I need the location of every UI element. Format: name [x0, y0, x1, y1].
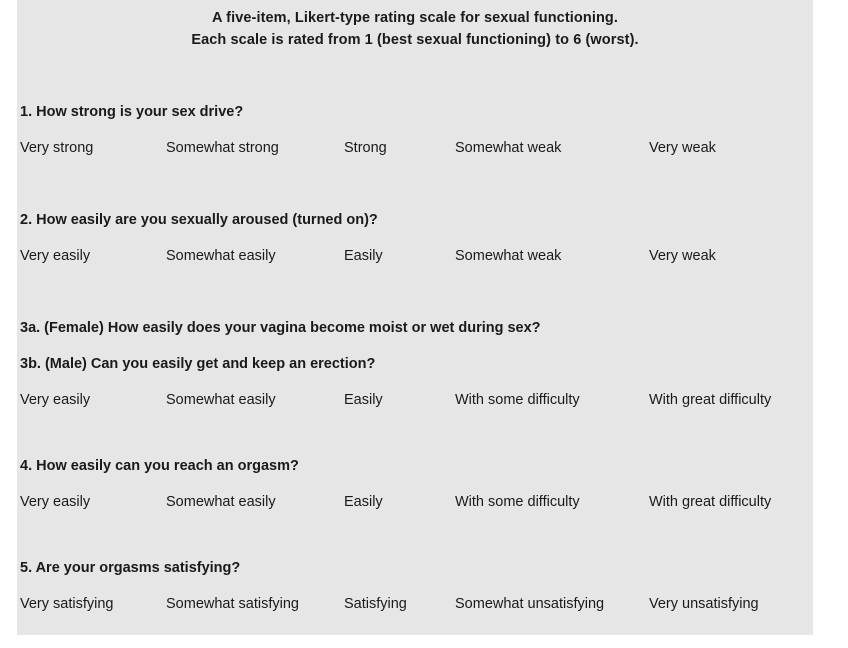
q2-option-1: Very easily [20, 248, 91, 264]
q2-option-5: Very weak [649, 248, 716, 264]
q2-option-2: Somewhat easily [166, 248, 276, 264]
q3-option-5: With great difficulty [649, 392, 772, 408]
q5-option-3: Satisfying [344, 596, 407, 612]
q3-option-4: With some difficulty [455, 392, 580, 408]
scale-panel [17, 0, 813, 635]
q5-option-1: Very satisfying [20, 596, 114, 612]
q2-option-3: Easily [344, 248, 383, 264]
question-1: 1. How strong is your sex drive? [20, 104, 244, 120]
q4-option-1: Very easily [20, 494, 91, 510]
question-3b: 3b. (Male) Can you easily get and keep an erection? [20, 356, 376, 372]
q3-option-3: Easily [344, 392, 383, 408]
question-5: 5. Are your orgasms satisfying? [20, 560, 241, 576]
q3-option-1: Very easily [20, 392, 91, 408]
q2-option-4: Somewhat weak [455, 248, 562, 264]
q4-option-2: Somewhat easily [166, 494, 276, 510]
q5-option-2: Somewhat satisfying [166, 596, 299, 612]
q1-option-4: Somewhat weak [455, 140, 562, 156]
q5-option-5: Very unsatisfying [649, 596, 759, 612]
header-line-2: Each scale is rated from 1 (best sexual functioning) to 6 (worst). [191, 32, 639, 48]
q4-option-5: With great difficulty [649, 494, 772, 510]
question-3a: 3a. (Female) How easily does your vagina become moist or wet during sex? [20, 320, 541, 336]
q4-option-3: Easily [344, 494, 383, 510]
q1-option-3: Strong [344, 140, 387, 156]
q4-option-4: With some difficulty [455, 494, 580, 510]
q1-option-5: Very weak [649, 140, 716, 156]
header-line-1: A five-item, Likert-type rating scale for sexual functioning. [211, 10, 618, 26]
q1-option-2: Somewhat strong [166, 140, 279, 156]
q3-option-2: Somewhat easily [166, 392, 276, 408]
q5-option-4: Somewhat unsatisfying [455, 596, 605, 612]
question-4: 4. How easily can you reach an orgasm? [20, 458, 299, 474]
question-2: 2. How easily are you sexually aroused (turned on)? [20, 212, 378, 228]
q1-option-1: Very strong [20, 140, 94, 156]
